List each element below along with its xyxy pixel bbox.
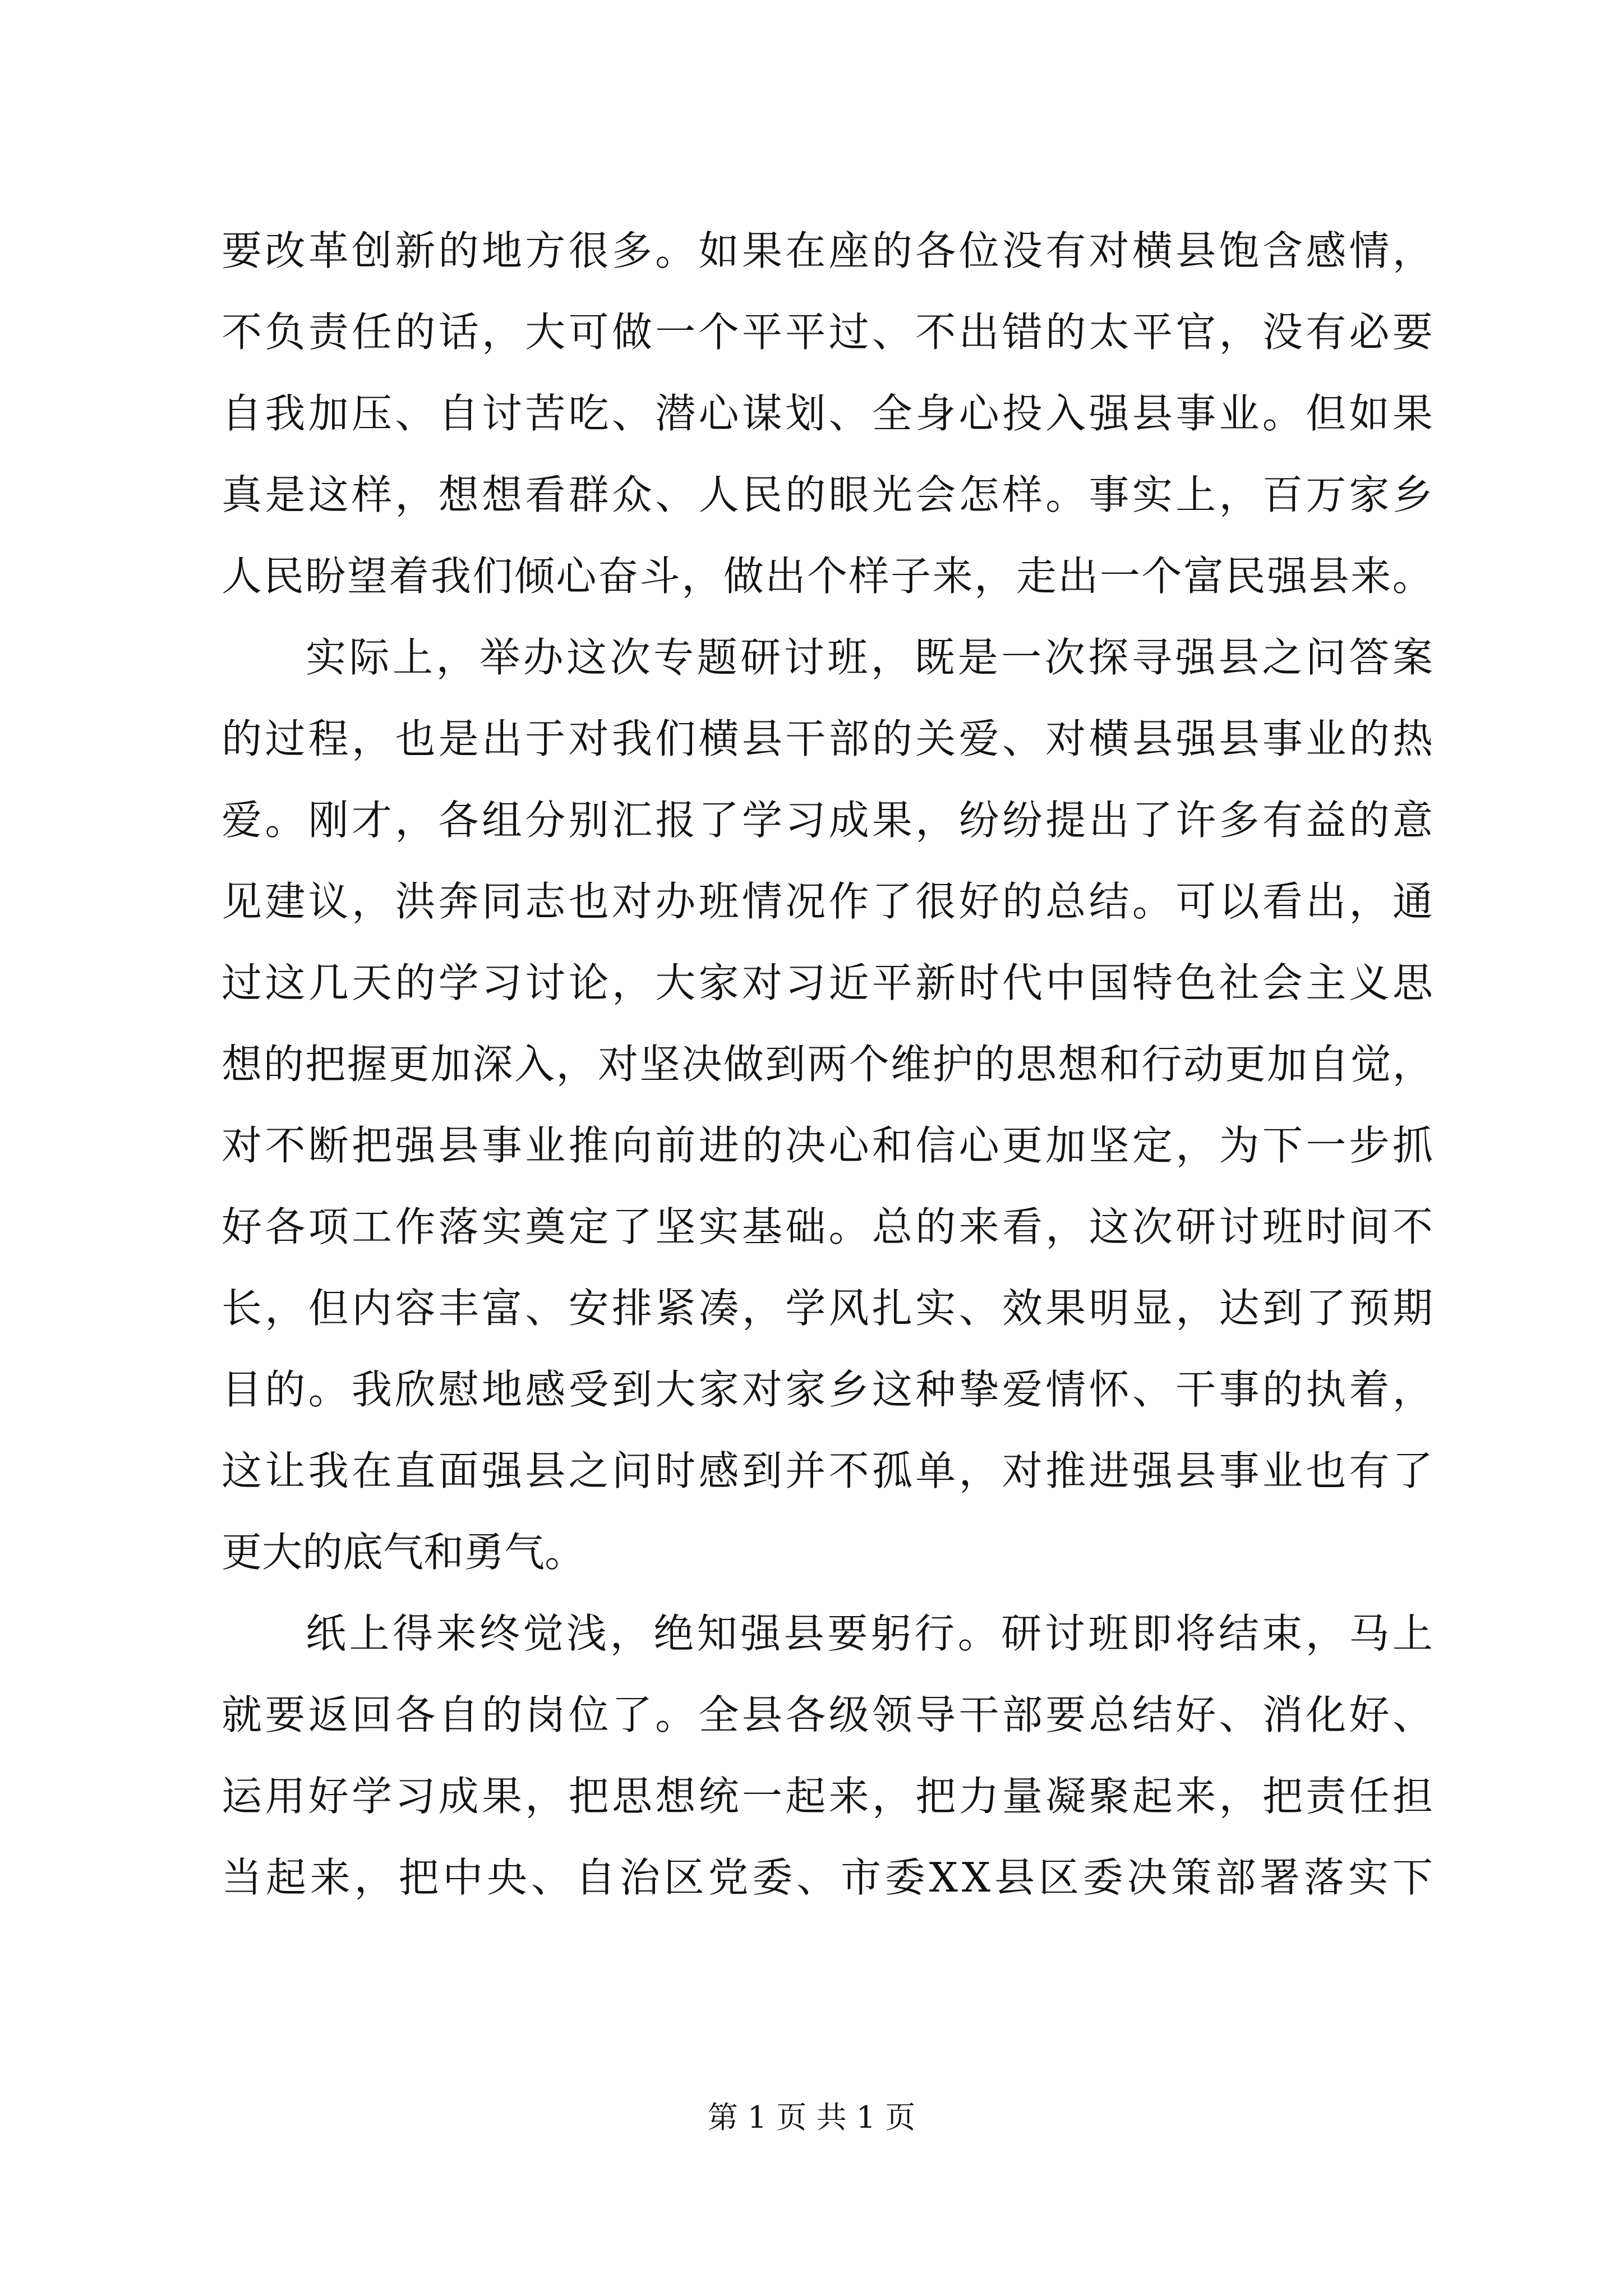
text-line: 纸 上 得 来 终 觉 浅 ， 绝 知 强 县 要 躬 行 。 研 讨 班 即 将 结 束 ， 马 上 <box>306 1610 1433 1657</box>
text-line: 这 让 我 在 直 面 强 县 之 问 时 感 到 并 不 孤 单 ， 对 推 进 强 县 事 业 也 有 了 <box>222 1447 1433 1494</box>
text-line: 见 建 议 ， 洪 奔 同 志 也 对 办 班 情 况 作 了 很 好 的 总 结 。 可 以 看 出 ， 通 <box>222 878 1433 925</box>
text-line: 好 各 项 工 作 落 实 奠 定 了 坚 实 基 础 。 总 的 来 看 ， 这 次 研 讨 班 时 间 不 <box>222 1203 1433 1250</box>
text-line: 更 大 的 底 气 和 勇 气 。 <box>222 1529 585 1576</box>
text-line: 爱 。 刚 才 ， 各 组 分 别 汇 报 了 学 习 成 果 ， 纷 纷 提 出 了 许 多 有 益 的 意 <box>222 797 1433 844</box>
text-line: 要 改 革 创 新 的 地 方 很 多 。 如 果 在 座 的 各 位 没 有 对 横 县 饱 含 感 情 ， <box>222 227 1433 274</box>
text-line: 运 用 好 学 习 成 果 ， 把 思 想 统 一 起 来 ， 把 力 量 凝 聚 起 来 ， 把 责 任 担 <box>222 1773 1433 1820</box>
text-line: 过 这 几 天 的 学 习 讨 论 ， 大 家 对 习 近 平 新 时 代 中 国 特 色 社 会 主 义 思 <box>222 959 1433 1006</box>
body-text <box>222 210 1433 1918</box>
text-line: 实 际 上 ， 举 办 这 次 专 题 研 讨 班 ， 既 是 一 次 探 寻 强 县 之 问 答 案 <box>306 634 1433 681</box>
text-line: 不 负 责 任 的 话 ， 大 可 做 一 个 平 平 过 、 不 出 错 的 太 平 官 ， 没 有 必 要 <box>222 309 1433 356</box>
text-line: 目 的 。 我 欣 慰 地 感 受 到 大 家 对 家 乡 这 种 挚 爱 情 怀 、 干 事 的 执 着 ， <box>222 1366 1433 1413</box>
text-line: 人 民 盼 望 着 我 们 倾 心 奋 斗 ， 做 出 个 样 子 来 ， 走 出 一 个 富 民 强 县 来 。 <box>222 553 1433 600</box>
text-line: 长 ， 但 内 容 丰 富 、 安 排 紧 凑 ， 学 风 扎 实 、 效 果 明 显 ， 达 到 了 预 期 <box>222 1285 1433 1332</box>
text-line: 当 起 来 ， 把 中 央 、 自 治 区 党 委 、 市 委 X X 县 区 委 决 策 部 署 落 实 下 <box>222 1854 1433 1901</box>
text-line: 的 过 程 ， 也 是 出 于 对 我 们 横 县 干 部 的 关 爱 、 对 横 县 强 县 事 业 的 热 <box>222 715 1433 762</box>
page-number-footer: 第 1 页 共 1 页 <box>707 2100 916 2135</box>
text-line: 自 我 加 压 、 自 讨 苦 吃 、 潜 心 谋 划 、 全 身 心 投 入 强 县 事 业 。 但 如 果 <box>222 390 1433 437</box>
text-line: 就 要 返 回 各 自 的 岗 位 了 。 全 县 各 级 领 导 干 部 要 总 结 好 、 消 化 好 、 <box>222 1691 1433 1738</box>
text-line: 对 不 断 把 强 县 事 业 推 向 前 进 的 决 心 和 信 心 更 加 坚 定 ， 为 下 一 步 抓 <box>222 1122 1433 1169</box>
text-line: 真 是 这 样 ， 想 想 看 群 众 、 人 民 的 眼 光 会 怎 样 。 事 实 上 ， 百 万 家 乡 <box>222 471 1433 518</box>
text-line: 想 的 把 握 更 加 深 入 ， 对 坚 决 做 到 两 个 维 护 的 思 想 和 行 动 更 加 自 觉 ， <box>222 1041 1433 1088</box>
